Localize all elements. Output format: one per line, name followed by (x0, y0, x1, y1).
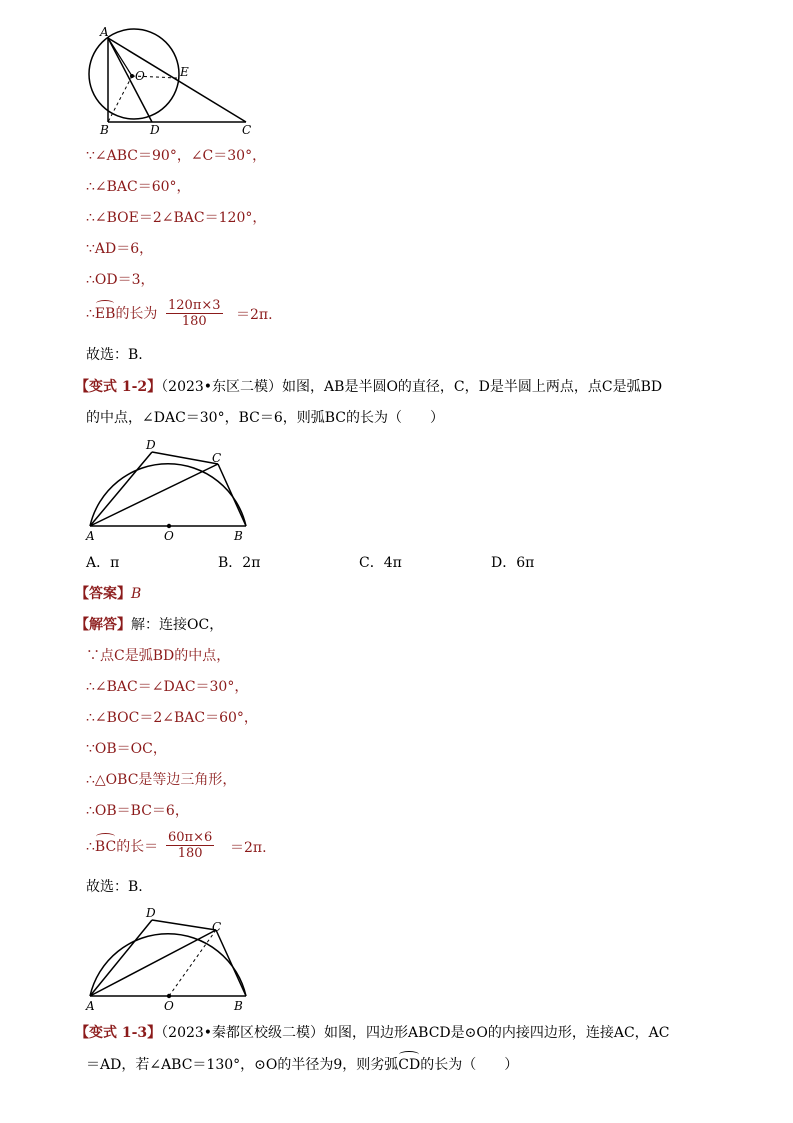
sol2-line-4: ∵OB＝OC， (86, 741, 167, 757)
q3-line-2 (86, 1056, 518, 1074)
sol2-line-1: ∵点C是弧BD的中点， (86, 648, 231, 664)
sol2-intro: 解：连接OC， (131, 617, 224, 633)
q3-text-2-pre: ＝AD，若∠ABC＝130°，⊙O的半径为9，则劣弧 (86, 1057, 399, 1073)
sol2-l7-mid: 的长＝ (116, 839, 159, 855)
sol2-label: 【解答】 (75, 617, 131, 633)
fig3-label-o: O (164, 999, 174, 1013)
fig1-label-a: A (100, 26, 109, 39)
sol1-frac-num: 120π×3 (168, 298, 221, 313)
sol1-frac-den: 180 (181, 314, 207, 329)
arc-bc: BC (94, 839, 117, 855)
fig1-label-e: E (180, 65, 189, 79)
sol2-fraction (166, 830, 214, 861)
q2-tag: 【变式 1-2】 (75, 379, 162, 395)
fig3-label-a: A (86, 999, 95, 1013)
figure-circle-triangle (80, 26, 280, 138)
sol2-frac-num: 60π×6 (168, 830, 213, 845)
sol2-line-3: ∴∠BOC＝2∠BAC＝60°， (86, 710, 258, 726)
option-d: D．6π (491, 555, 535, 571)
sol1-line-4: ∵AD＝6， (86, 241, 154, 257)
sol2-line-7 (86, 838, 158, 856)
answer-value: B (131, 586, 142, 602)
q3-text-2-post: 的长为（ ） (420, 1057, 519, 1073)
sol1-line-1: ∵∠ABC＝90°，∠C＝30°， (86, 148, 267, 164)
q2-text-1: （2023•东区二模）如图，AB是半圆O的直径，C，D是半圆上两点，点C是弧BD (161, 379, 663, 395)
sol2-frac-den: 180 (177, 846, 203, 861)
option-a: A．π (86, 555, 120, 571)
sol2-intro-row (75, 616, 223, 634)
arc-eb: EB (94, 306, 116, 322)
sol2-result: ＝2π. (230, 840, 267, 856)
answer-label: 【答案】 (75, 586, 131, 602)
figure-semicircle-1 (82, 436, 262, 546)
sol1-l6-pre: ∴ (86, 306, 95, 322)
q3-text-1: （2023•秦都区校级二模）如图，四边形ABCD是⊙O的内接四边形，连接AC，AC (161, 1025, 670, 1041)
fig1-label-c: C (242, 123, 252, 137)
sol1-line-2: ∴∠BAC＝60°， (86, 179, 191, 195)
fig1-label-b: B (100, 123, 109, 137)
q3-tag: 【变式 1-3】 (75, 1025, 162, 1041)
q2-line-1 (75, 378, 662, 396)
sol1-choose: 故选：B. (86, 347, 143, 363)
sol2-l7-pre: ∴ (86, 839, 95, 855)
option-b: B．2π (218, 555, 261, 571)
fig2-label-b: B (234, 529, 243, 543)
sol2-line-5: ∴△OBC是等边三角形， (86, 772, 237, 788)
fig1-label-d: D (150, 123, 160, 137)
figure-semicircle-2 (82, 904, 262, 1016)
sol1-line-3: ∴∠BOE＝2∠BAC＝120°， (86, 210, 267, 226)
q3-line-1 (75, 1024, 670, 1042)
sol2-line-6: ∴OB＝BC＝6， (86, 803, 189, 819)
arc-cd: CD (398, 1057, 421, 1073)
sol1-l6-mid: 的长为 (115, 306, 158, 322)
fig2-label-d: D (146, 438, 156, 452)
fig3-label-c: C (212, 920, 222, 934)
sol1-line-6 (86, 305, 157, 323)
sol2-line-2: ∴∠BAC＝∠DAC＝30°， (86, 679, 249, 695)
fig1-label-o: O (135, 69, 145, 83)
fig2-label-o: O (164, 529, 174, 543)
sol1-line-5: ∴OD＝3， (86, 272, 155, 288)
fig2-label-a: A (86, 529, 95, 543)
fig2-label-c: C (212, 451, 222, 465)
fig3-label-b: B (234, 999, 243, 1013)
answer-row (75, 585, 141, 603)
q2-line-2: 的中点，∠DAC＝30°，BC＝6，则弧BC的长为（ ） (86, 410, 445, 426)
option-c: C．4π (359, 555, 402, 571)
sol2-choose: 故选：B. (86, 879, 143, 895)
sol1-result: ＝2π. (236, 307, 273, 323)
fig3-label-d: D (146, 906, 156, 920)
sol1-fraction (166, 298, 223, 329)
